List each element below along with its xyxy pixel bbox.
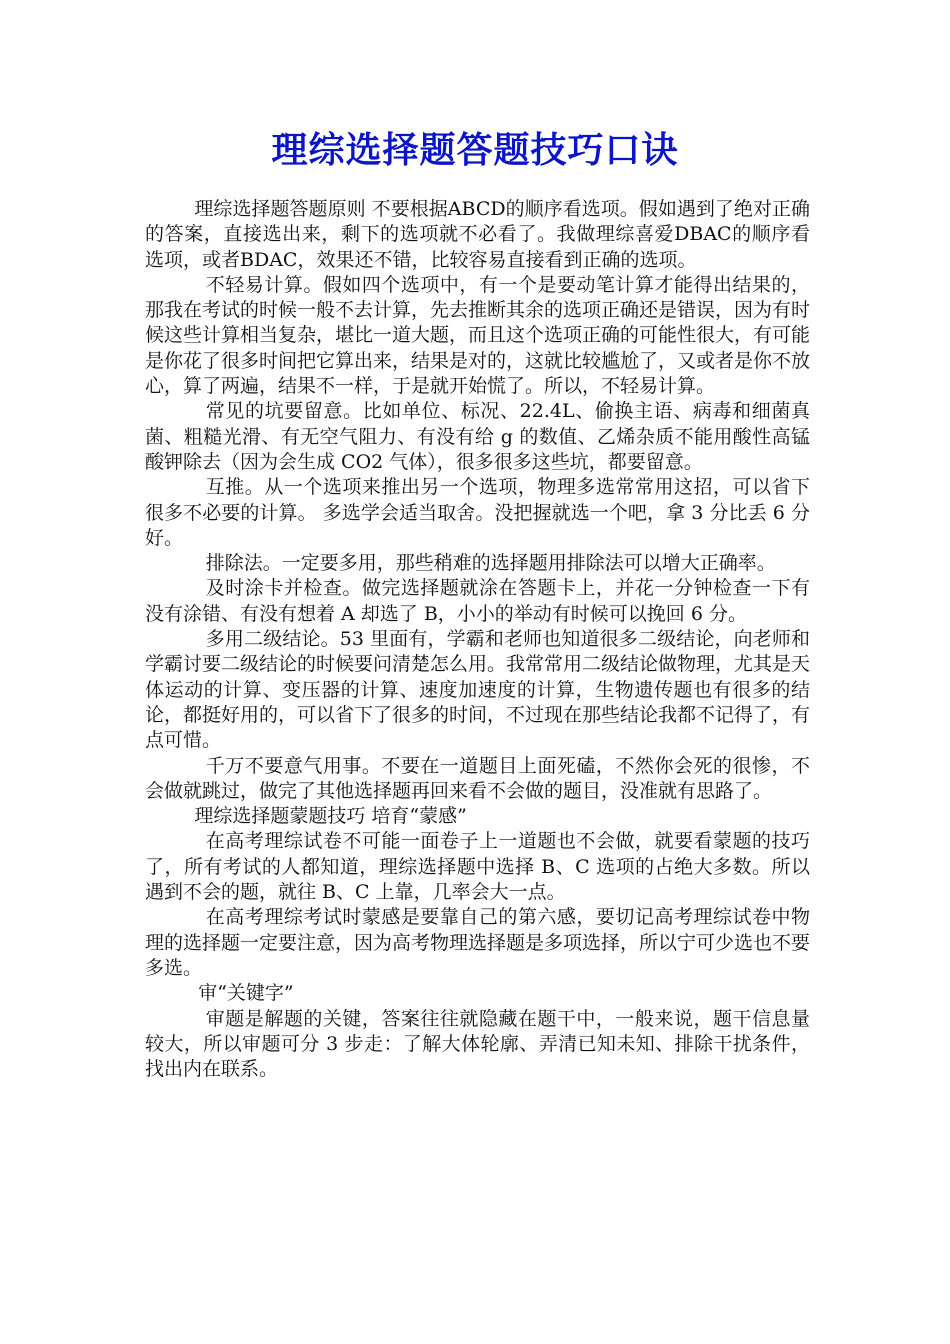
document-body	[145, 197, 810, 1082]
section-heading-guessing: 理综选择题蒙题技巧 培育“蒙感”	[194, 805, 467, 828]
paragraph-common-traps: 常见的坑要留意。比如单位、标况、22.4L、偷换主语、病毒和细菌真菌、粗糙光滑、有无空气阻力、有没有给 g 的数值、乙烯杂质不能用酸性高锰酸钾除去（因为会生成 CO2 气体），很多很多这些坑，都要留意。	[145, 400, 810, 473]
paragraph-no-impulse: 千万不要意气用事。不要在一道题目上面死磕，不然你会死的很惨，不会做就跳过，做完了其他选择题再回来看不会做的题目，没准就有思路了。	[145, 754, 810, 802]
paragraph-sixth-sense: 在高考理综考试时蒙感是要靠自己的第六感，要切记高考理综试卷中物理的选择题一定要注意，因为高考物理选择题是多项选择，所以宁可少选也不要多选。	[145, 906, 811, 979]
paragraph-no-calculation: 不轻易计算。假如四个选项中，有一个是要动笔计算才能得出结果的，那我在考试的时候一般不去计算，先去推断其余的选项正确还是错误，因为有时候这些计算相当复杂，堪比一道大题，而且这个选项正确的可能性很大，有可能是你花了很多时间把它算出来，结果是对的，这就比较尴尬了，又或者是你不放心，算了两遍，结果不一样，于是就开始慌了。所以，不轻易计算。	[145, 273, 811, 398]
paragraph-fill-card: 及时涂卡并检查。做完选择题就涂在答题卡上，并花一分钟检查一下有没有涂错、有没有想着 A 却选了 B，小小的举动有时候可以挽回 6 分。	[145, 577, 810, 625]
paragraph-answer-principle: 理综选择题答题原则 不要根据ABCD的顺序看选项。假如遇到了绝对正确的答案，直接选出来，剩下的选项就不必看了。我做理综喜爱DBAC的顺序看选项，或者BDAC，效果还不错，比较容易直接看到正确的选项。	[145, 198, 810, 271]
paragraph-reading-question: 审题是解题的关键，答案往往就隐藏在题干中，一般来说，题干信息量较大，所以审题可分 3 步走：了解大体轮廓、弄清已知未知、排除干扰条件，找出内在联系。	[145, 1007, 810, 1081]
document-title: 理综选择题答题技巧口诀	[271, 129, 679, 171]
section-heading-keywords: 审“关键字”	[198, 982, 294, 1005]
paragraph-guess-bc: 在高考理综试卷不可能一面卷子上一道题也不会做，就要看蒙题的技巧了，所有考试的人都知道，理综选择题中选择 B、C 选项的占绝大多数。所以遇到不会的题，就往 B、C 上靠，几率会大一点。	[145, 830, 810, 904]
paragraph-elimination: 排除法。一定要多用，那些稍难的选择题用排除法可以增大正确率。	[205, 552, 776, 575]
paragraph-secondary-conclusions: 多用二级结论。53 里面有，学霸和老师也知道很多二级结论，向老师和学霸讨要二级结论的时候要问清楚怎么用。我常常用二级结论做物理，尤其是天体运动的计算、变压器的计算、速度加速度的计算，生物遗传题也有很多的结论，都挺好用的，可以省下了很多的时间，不过现在那些结论我都不记得了，有点可惜。	[145, 628, 811, 752]
paragraph-mutual-deduction: 互推。从一个选项来推出另一个选项，物理多选常常用这招，可以省下很多不必要的计算。 多选学会适当取舍。没把握就选一个吧，拿 3 分比丢 6 分好。	[145, 476, 810, 549]
